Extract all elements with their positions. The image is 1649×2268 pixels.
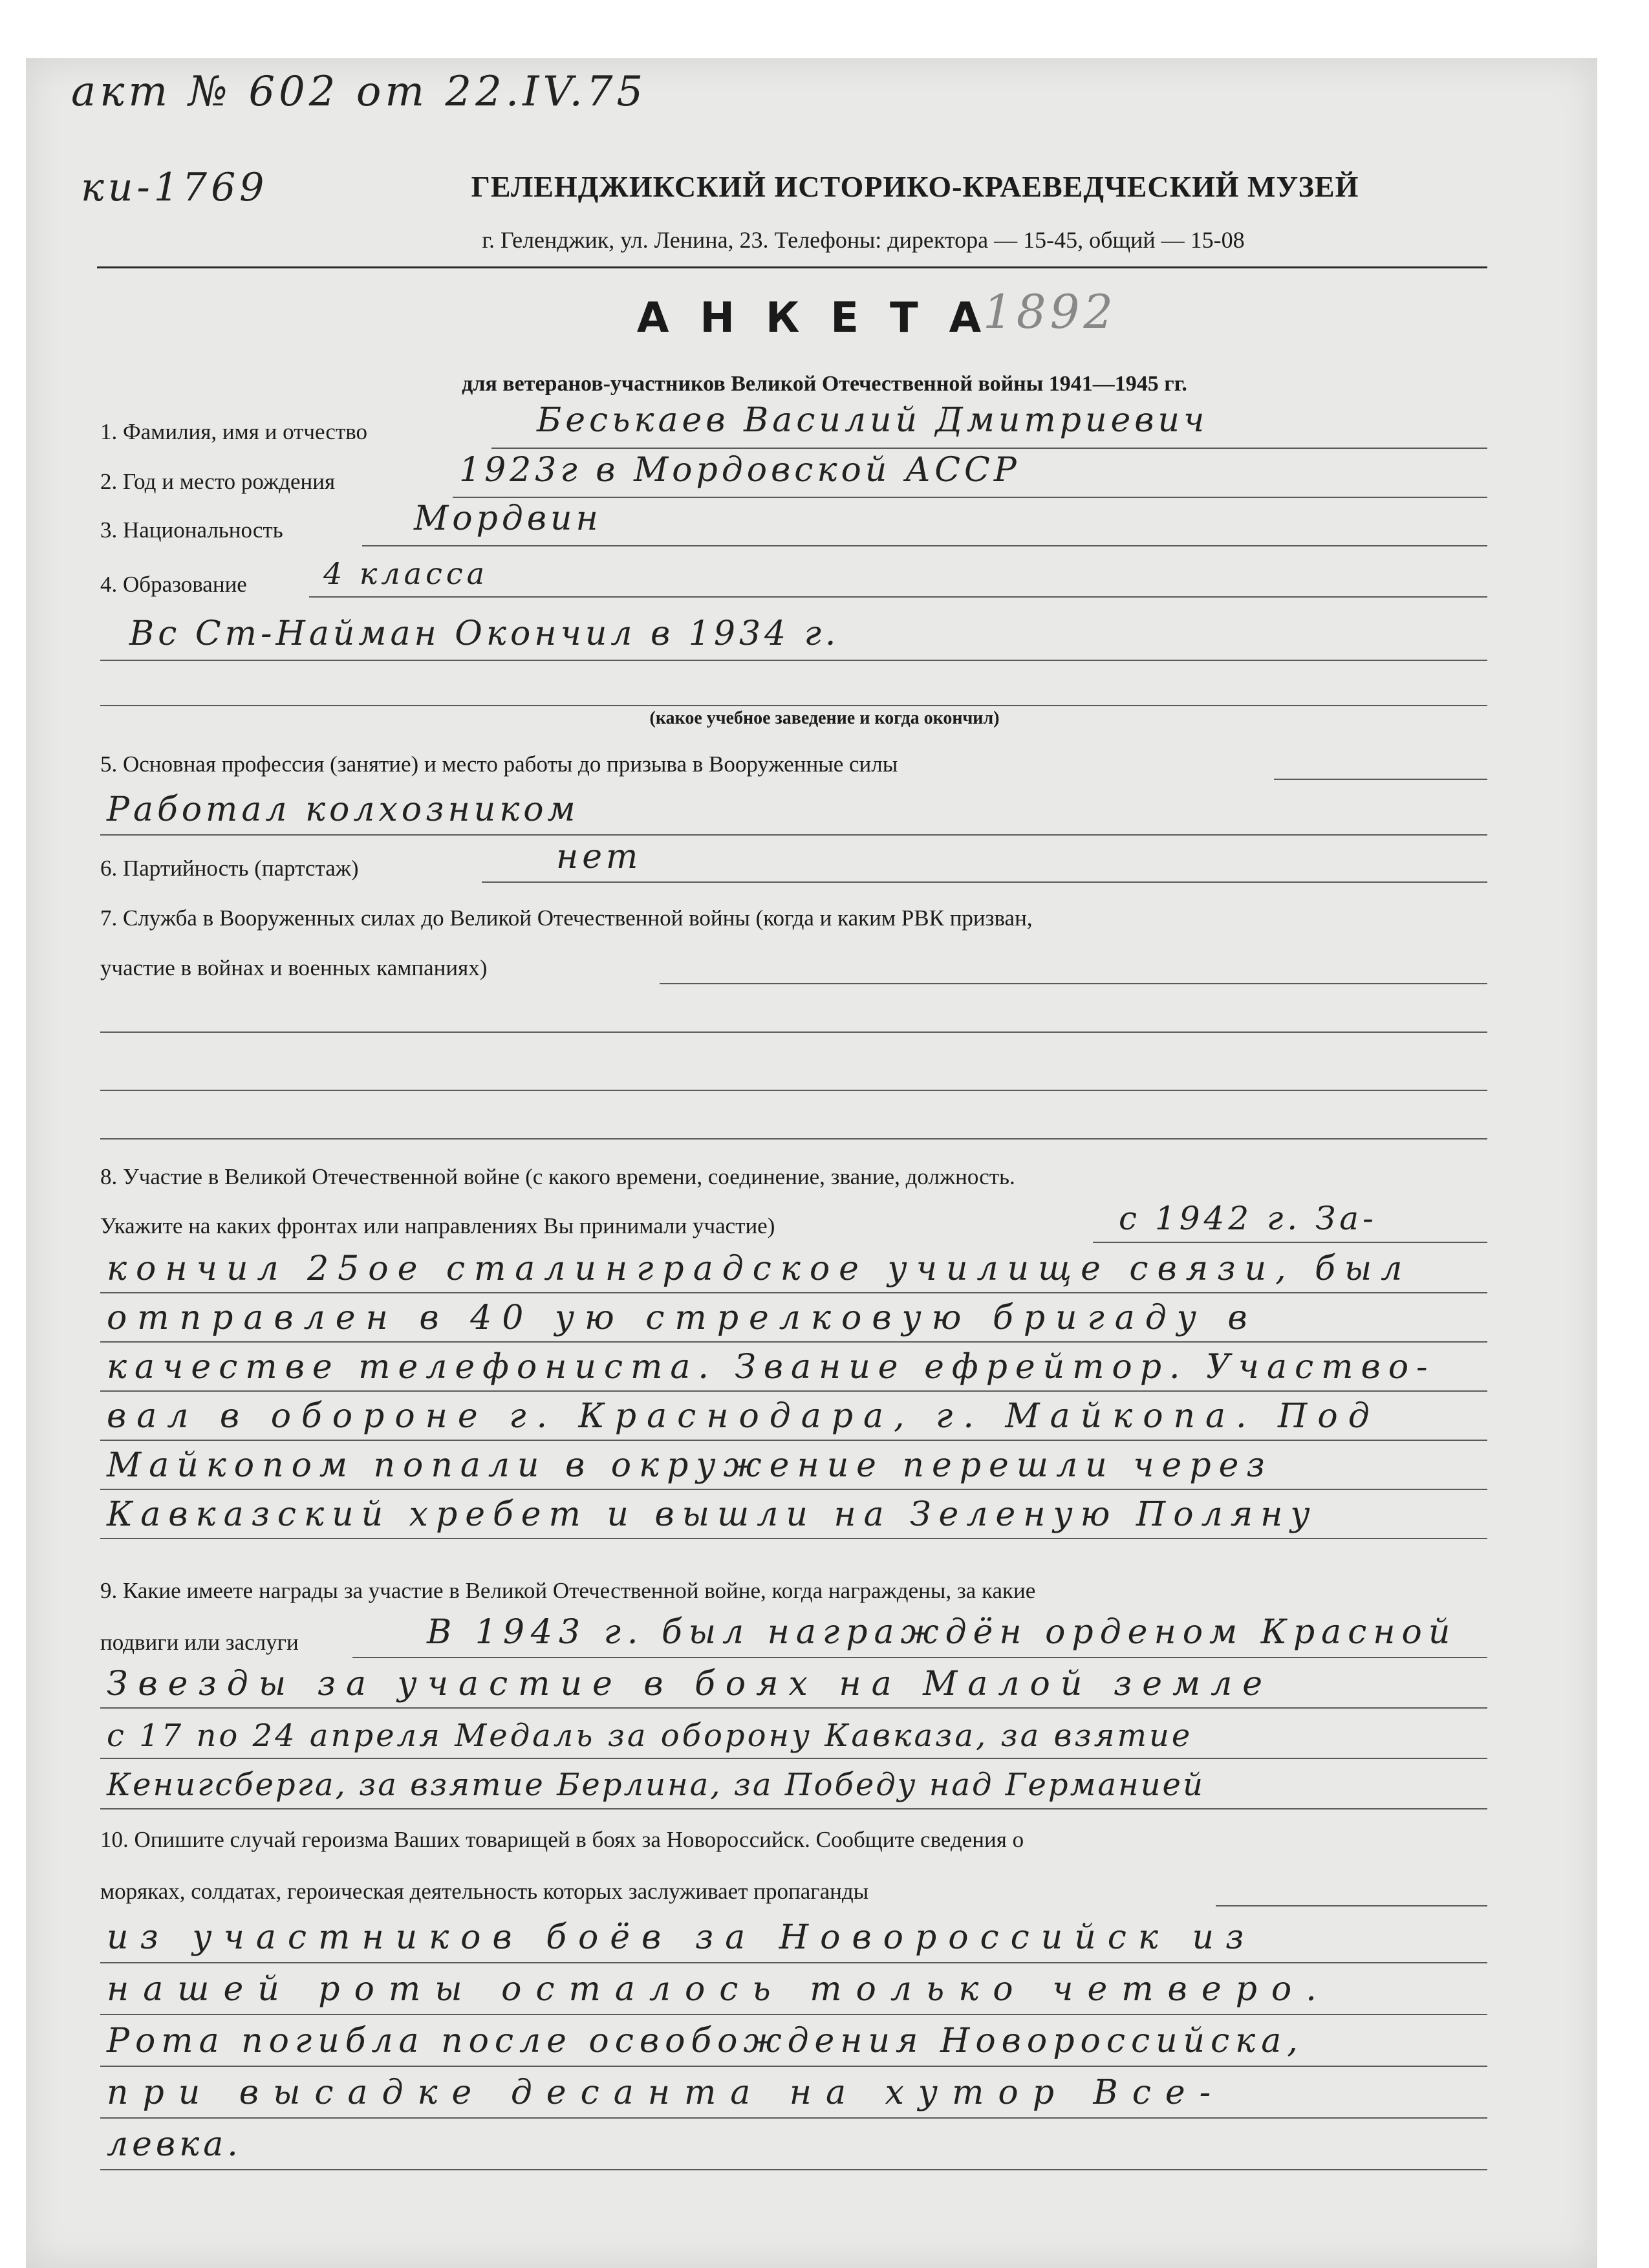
q6-line: [482, 881, 1487, 883]
year-note: 1892: [983, 285, 1117, 339]
q4-hint: (какое учебное заведение и когда окончил): [649, 708, 1000, 728]
q10-label-1: 10. Опишите случай героизма Ваших товарищей в боях за Новороссийск. Сообщите сведения о: [100, 1827, 1024, 1852]
q4-line-3: [100, 705, 1487, 706]
q4-line-2: [100, 660, 1487, 661]
inventory-number: ки-1769: [81, 165, 268, 210]
q8-answer-line: Кавказский хребет и вышли на Зеленую Поляну: [107, 1495, 1318, 1534]
museum-name: ГЕЛЕНДЖИКСКИЙ ИСТОРИКО-КРАЕВЕДЧЕСКИЙ МУЗЕЙ: [471, 170, 1359, 203]
q4-label: 4. Образование: [100, 572, 247, 597]
q8-rule-3: [100, 1390, 1487, 1392]
q10-answer-line: нашей роты осталось только четверо.: [107, 1970, 1331, 2009]
q2-label: 2. Год и место рождения: [100, 469, 336, 494]
q8-answer-line: Майкопом попали в окружение перешли через: [107, 1446, 1273, 1485]
q8-rule-2: [100, 1341, 1487, 1343]
q9-rule-0: [352, 1657, 1487, 1658]
q2-line: [453, 497, 1487, 498]
q1-answer: Беськаев Василий Дмитриевич: [537, 401, 1209, 440]
q9-answer-line: Кенигсберга, за взятие Берлина, за Победу над Германией: [107, 1767, 1205, 1803]
q8-label-1: 8. Участие в Великой Отечественной войне (с какого времени, соединение, звание, должность.: [100, 1164, 1015, 1189]
q8-rule-0: [1093, 1242, 1487, 1243]
q8-label-2: Укажите на каких фронтах или направлениях Вы принимали участие): [100, 1213, 775, 1238]
q3-label: 3. Национальность: [100, 517, 283, 543]
q8-rule-1: [100, 1292, 1487, 1293]
q9-rule-1: [100, 1707, 1487, 1709]
q5-line-2: [100, 834, 1487, 836]
q10-rule-2: [100, 2066, 1487, 2067]
q5-line-1: [1274, 779, 1487, 780]
q8-answer-line: кончил 25ое сталинградское училище связи, был: [107, 1249, 1412, 1288]
q10-answer-line: из участников боёв за Новороссийск из: [107, 1918, 1256, 1957]
q1-line: [491, 448, 1487, 449]
form-title: АНКЕТА: [636, 294, 1013, 342]
q5-answer: Работал колхозником: [107, 790, 579, 829]
q10-rule-1: [100, 2014, 1487, 2015]
q10-rule-3: [100, 2117, 1487, 2119]
q2-answer: 1923г в Мордовской АССР: [459, 451, 1020, 490]
q4-answer-2: Вс Ст-Найман Окончил в 1934 г.: [129, 614, 840, 653]
q7-line-2: [100, 1031, 1487, 1033]
q3-answer: Мордвин: [414, 499, 602, 538]
q7-line-1: [660, 983, 1487, 984]
q10-answer-line: при высадке десанта на хутор Все-: [107, 2073, 1225, 2112]
q5-label: 5. Основная профессия (занятие) и место работы до призыва в Вооруженные силы: [100, 751, 898, 777]
q4-line-1: [309, 596, 1487, 598]
q8-answer-line: вал в обороне г. Краснодара, г. Майкопа. Под: [107, 1397, 1380, 1436]
q8-rule-5: [100, 1489, 1487, 1490]
museum-address: г. Геленджик, ул. Ленина, 23. Телефоны: директора — 15-45, общий — 15-08: [482, 227, 1245, 253]
q8-answer-line: с 1942 г. За-: [1119, 1200, 1377, 1237]
q9-rule-2: [100, 1758, 1487, 1759]
q6-answer: нет: [556, 837, 642, 876]
q1-label: 1. Фамилия, имя и отчество: [100, 419, 368, 444]
q6-label: 6. Партийность (партстаж): [100, 856, 359, 881]
q7-label-2: участие в войнах и военных кампаниях): [100, 955, 488, 980]
q10-rule-0: [100, 1962, 1487, 1963]
q9-answer-line: В 1943 г. был награждён орденом Красной: [427, 1613, 1457, 1652]
q10-rule-label: [1216, 1905, 1487, 1906]
q8-rule-6: [100, 1538, 1487, 1539]
q10-answer-line: Рота погибла после освобождения Новороссийска,: [107, 2022, 1304, 2060]
q9-label-1: 9. Какие имеете награды за участие в Великой Отечественной войне, когда награждены, за какие: [100, 1578, 1036, 1603]
q7-line-4: [100, 1138, 1487, 1139]
q10-rule-4: [100, 2169, 1487, 2170]
act-note: акт № 602 от 22.IV.75: [71, 68, 647, 116]
q8-rule-4: [100, 1440, 1487, 1441]
q8-answer-line: отправлен в 40 ую стрелковую бригаду в: [107, 1299, 1258, 1337]
q8-answer-line: качестве телефониста. Звание ефрейтор. Участво-: [107, 1348, 1436, 1387]
q9-answer-line: Звезды за участие в боях на Малой земле: [107, 1665, 1273, 1703]
form-subtitle: для ветеранов-участников Великой Отечественной войны 1941—1945 гг.: [462, 372, 1187, 396]
q7-line-3: [100, 1090, 1487, 1091]
q3-line: [362, 545, 1487, 546]
q4-answer-1: 4 класса: [323, 556, 489, 591]
header-rule: [97, 266, 1487, 268]
q7-label-1: 7. Служба в Вооруженных силах до Великой Отечественной войны (когда и каким РВК призван,: [100, 905, 1033, 931]
q9-answer-line: с 17 по 24 апреля Медаль за оборону Кавказа, за взятие: [107, 1718, 1193, 1754]
q10-label-2: моряках, солдатах, героическая деятельность которых заслуживает пропаганды: [100, 1879, 869, 1904]
q10-answer-line: левка.: [107, 2125, 242, 2164]
q9-rule-3: [100, 1808, 1487, 1809]
q9-label-2: подвиги или заслуги: [100, 1630, 299, 1655]
